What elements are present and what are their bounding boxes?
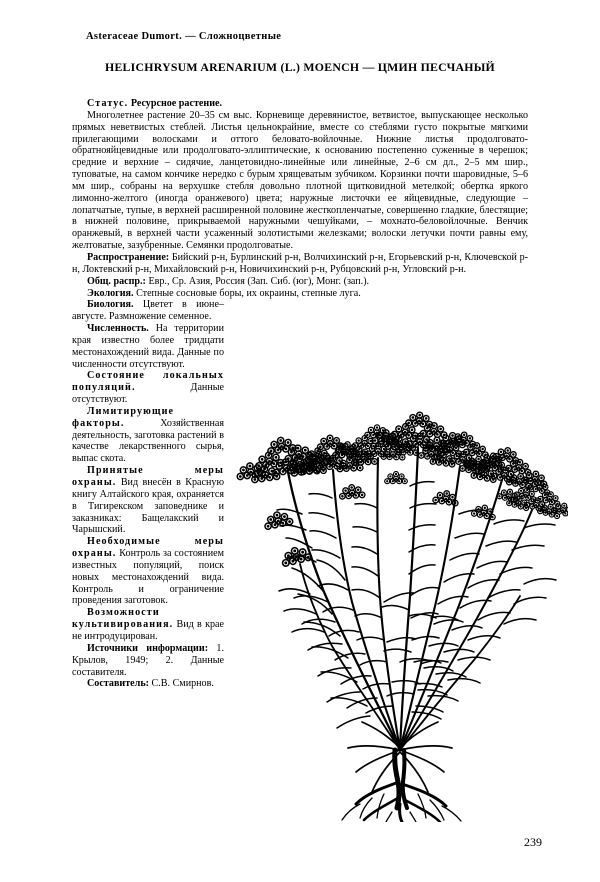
section-biology-label: Биология.	[87, 299, 134, 311]
section-ecology-text: Степные сосновые боры, их окраины, степные луга.	[133, 287, 361, 299]
section-distribution-label: Распространение:	[87, 251, 170, 263]
section-ecology	[72, 288, 528, 300]
section-abundance-text: На территории края известно более тридцати местонахождений вида. Данные по численности отсутствуют.	[72, 323, 224, 370]
section-distribution-text: Бийский р-н, Бурлинский р-н, Волчихинский р-н, Егорьевский р-н, Ключевской р-н, Локтевский р-н, Михайловский р-н, Новичихинский р-н, Рубцовский р-н, Угловский р-н.	[72, 251, 528, 275]
section-needed-measures-text: Контроль за состоянием известных популяций, поиск новых местонахождений вида. Контроль и ограничение проведения заготовок.	[72, 548, 224, 607]
article-body	[72, 98, 528, 719]
section-needed-measures-label: Необходимые меры охраны.	[72, 536, 224, 560]
section-general-distribution-label: Общ. распр.:	[87, 275, 146, 287]
species-title: HELICHRYSUM ARENARIUM (L.) MOENCH — ЦМИН ПЕСЧАНЫЙ	[105, 60, 495, 74]
section-general-distribution	[72, 276, 528, 288]
section-local-populations-text: Данные отсутствуют.	[72, 382, 224, 406]
section-description	[72, 110, 528, 252]
section-description-text: Многолетнее растение 20–35 см выс. Корневище деревянистое, ветвистое, выпускающее несколько прямых неветвистых стеблей. Листья цельнокрайние, вместе со стеблями густо покрытые мягкими прилегающими волосками и оттого беловато-войлочные. Нижние листья продолговато-обратнояйцевидные или продолговато-эллиптические, к основанию постепенно суженные в черешок; средние и верхние – сидячие, ланцетовидно-линейные или линейные, 2–6 см дл., 2–5 мм шир., туповатые, на самом кончике нередко с бурым хрящеватым зубчиком. Корзинки почти шаровидные, 5–6 мм шир., собраны на верхушке стебля довольно плотной щитковидной метелкой; обертка яркого лимонно-желтого (иногда оранжевого) цвета; наружные листочки ее яйцевидные, следующие – лопатчатые, тупые, в верхней расширенной половине жесткопленчатые, совершенно гладкие, блестящие; в нижней половине, прикрываемой наружными чешуйками, – мохнато-беловойлочные. Венчик оранжевый, в верхней части усаженный золотистыми железками; волоски летучки почти равны ему, желтоватые, зазубренные. Семянки продолговатые.	[72, 109, 528, 252]
section-ecology-label: Экология.	[87, 287, 134, 299]
section-compiler-label: Составитель:	[87, 678, 150, 690]
section-sources-label: Источники информации:	[87, 642, 209, 654]
figure-text-wrap-spacer	[224, 299, 528, 719]
section-local-populations-label: Состояние локальных популяций.	[72, 370, 224, 394]
section-protection-measures-label: Принятые меры охраны.	[72, 465, 224, 488]
section-limiting-factors-label: Лимитирующие факторы.	[72, 405, 175, 429]
section-general-distribution-text: Евр., Ср. Азия, Россия (Зап. Сиб. (юг), Монг. (зап.).	[145, 275, 370, 287]
section-abundance-label: Численность.	[87, 323, 149, 335]
section-sources-text: 1. Крылов, 1949; 2. Данные составителя.	[72, 642, 224, 678]
section-cultivation-text: Вид в крае не интродуцирован.	[72, 619, 224, 642]
section-protection-measures-text: Вид внесён в Красную книгу Алтайского края, охраняется в Тигирекском заповеднике и заказниках: Бащелакский и Чарышский.	[72, 477, 224, 536]
section-status-label: Статус.	[87, 98, 129, 109]
section-status	[72, 98, 528, 110]
section-limiting-factors-text: Хозяйственная деятельность, заготовка растений в качестве лекарственного сырья, выпас скота.	[72, 417, 224, 465]
family-running-head: Asteraceae Dumort. — Сложноцветные	[86, 31, 282, 42]
section-status-text: Ресурсное растение.	[128, 98, 223, 109]
section-compiler-text: С.В. Смирнов.	[149, 678, 214, 690]
section-biology-text: Цветет в июне–августе. Размножение семенное.	[72, 299, 224, 323]
section-distribution	[72, 252, 528, 276]
page-number: 239	[524, 835, 542, 849]
section-cultivation-label: Возможности культивирования.	[72, 607, 174, 631]
